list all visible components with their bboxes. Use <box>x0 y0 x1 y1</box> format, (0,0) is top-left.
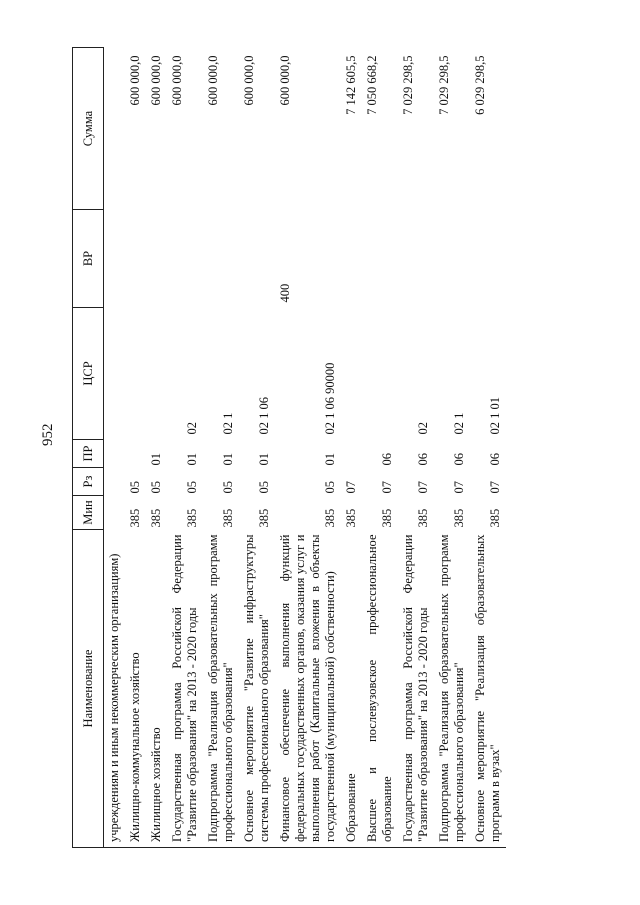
row-vr <box>434 210 470 308</box>
table-row <box>203 48 239 848</box>
row-sum: 600 000,0 <box>149 55 163 106</box>
row-rz: 05 <box>149 481 163 494</box>
row-csr <box>146 308 167 440</box>
row-min: 385 <box>185 508 199 528</box>
rotated-page <box>72 48 632 848</box>
table-row <box>104 48 126 848</box>
row-csr: 02 <box>416 422 430 435</box>
row-vr <box>470 210 506 308</box>
row-vr <box>341 210 362 308</box>
row-csr: 02 1 06 90000 <box>323 362 337 435</box>
row-sum: 600 000,0 <box>128 55 142 106</box>
table-row <box>434 48 470 848</box>
row-sum: 6 029 298,5 <box>473 55 487 115</box>
row-pr: 01 <box>185 453 199 466</box>
row-vr: 400 <box>278 283 292 303</box>
row-name: Подпрограмма "Реализация образовательных программ профессионального образования" <box>434 530 470 848</box>
row-rz: 07 <box>380 481 394 494</box>
row-rz: 05 <box>128 481 142 494</box>
header-pr: ПР <box>73 440 104 468</box>
row-name: Основное мероприятие "Реализация образовательных программ в вузах" <box>470 530 506 848</box>
table-row <box>146 48 167 848</box>
row-sum <box>104 48 126 210</box>
row-name: Государственная программа Российской Федерации "Развитие образования" на 2013 - 2020 годы <box>398 530 434 848</box>
header-vr: ВР <box>73 210 104 308</box>
table-row <box>239 48 275 848</box>
row-name: Жилищно-коммунальное хозяйство <box>125 530 146 848</box>
row-sum: 600 000,0 <box>242 55 256 106</box>
row-rz: 07 <box>488 481 502 494</box>
row-pr: 06 <box>380 453 394 466</box>
header-min: Мин <box>73 496 104 530</box>
row-sum: 600 000,0 <box>170 55 184 106</box>
row-rz: 05 <box>185 481 199 494</box>
row-sum: 600 000,0 <box>278 55 292 106</box>
row-rz: 07 <box>416 481 430 494</box>
row-vr <box>146 210 167 308</box>
row-vr <box>125 210 146 308</box>
row-name: Жилищное хозяйство <box>146 530 167 848</box>
row-sum: 7 142 605,5 <box>344 55 358 115</box>
row-name: Государственная программа Российской Федерации "Развитие образования" на 2013 - 2020 годы <box>167 530 203 848</box>
row-name: Образование <box>341 530 362 848</box>
header-csr: ЦСР <box>73 308 104 440</box>
row-sum: 7 029 298,5 <box>437 55 451 115</box>
row-name: Основное мероприятие "Развитие инфраструктуры системы профессионального образования" <box>239 530 275 848</box>
row-min <box>104 496 126 530</box>
row-vr <box>203 210 239 308</box>
table-row <box>398 48 434 848</box>
table-header <box>73 48 104 848</box>
row-name: Высшее и послевузовское профессиональное образование <box>362 530 398 848</box>
row-csr: 02 <box>185 422 199 435</box>
row-pr: 06 <box>452 453 466 466</box>
table-row <box>167 48 203 848</box>
row-csr: 02 1 01 <box>488 397 502 435</box>
row-min: 385 <box>380 508 394 528</box>
row-rz: 05 <box>257 481 271 494</box>
row-pr <box>125 440 146 468</box>
row-rz <box>104 468 126 496</box>
row-min: 385 <box>221 508 235 528</box>
row-min: 385 <box>488 508 502 528</box>
row-sum: 7 050 668,2 <box>365 55 379 115</box>
row-rz: 05 <box>221 481 235 494</box>
row-vr <box>104 210 126 308</box>
row-rz: 07 <box>452 481 466 494</box>
row-vr <box>362 210 398 308</box>
row-pr: 01 <box>149 453 163 466</box>
header-name: Наименование <box>73 530 104 848</box>
row-csr: 02 1 06 <box>257 397 271 435</box>
row-csr <box>104 308 126 440</box>
header-rz: Рз <box>73 468 104 496</box>
row-pr: 06 <box>488 453 502 466</box>
row-vr <box>167 210 203 308</box>
row-name: Финансовое обеспечение выполнения функций федеральных государственных органов, оказания услуг и выполнения работ (Капитальные вложения в объекты государственной (муниципальной) собственности) <box>275 530 341 848</box>
page-number: 952 <box>40 423 56 446</box>
header-sum: Сумма <box>73 48 104 210</box>
row-csr <box>125 308 146 440</box>
row-csr: 02 1 <box>221 412 235 435</box>
row-min: 385 <box>344 508 358 528</box>
row-vr <box>239 210 275 308</box>
row-sum: 600 000,0 <box>206 55 220 106</box>
row-pr <box>104 440 126 468</box>
row-rz: 07 <box>344 481 358 494</box>
row-sum: 7 029 298,5 <box>401 55 415 115</box>
budget-table <box>72 47 506 848</box>
row-pr: 01 <box>257 453 271 466</box>
row-csr: 02 1 <box>452 412 466 435</box>
row-rz: 05 <box>323 481 337 494</box>
row-min: 385 <box>452 508 466 528</box>
row-name: учреждениям и иным некоммерческим организациям) <box>104 530 126 848</box>
row-pr: 01 <box>323 453 337 466</box>
row-min: 385 <box>257 508 271 528</box>
table-row <box>341 48 362 848</box>
table-row <box>125 48 146 848</box>
row-min: 385 <box>128 508 142 528</box>
table-row <box>275 48 341 848</box>
row-name: Подпрограмма "Реализация образовательных программ профессионального образования" <box>203 530 239 848</box>
row-pr: 06 <box>416 453 430 466</box>
row-csr <box>362 308 398 440</box>
row-pr: 01 <box>221 453 235 466</box>
row-vr <box>398 210 434 308</box>
row-min: 385 <box>149 508 163 528</box>
row-csr <box>341 308 362 440</box>
row-min: 385 <box>323 508 337 528</box>
table-row <box>362 48 398 848</box>
table-row <box>470 48 506 848</box>
row-min: 385 <box>416 508 430 528</box>
row-pr <box>341 440 362 468</box>
